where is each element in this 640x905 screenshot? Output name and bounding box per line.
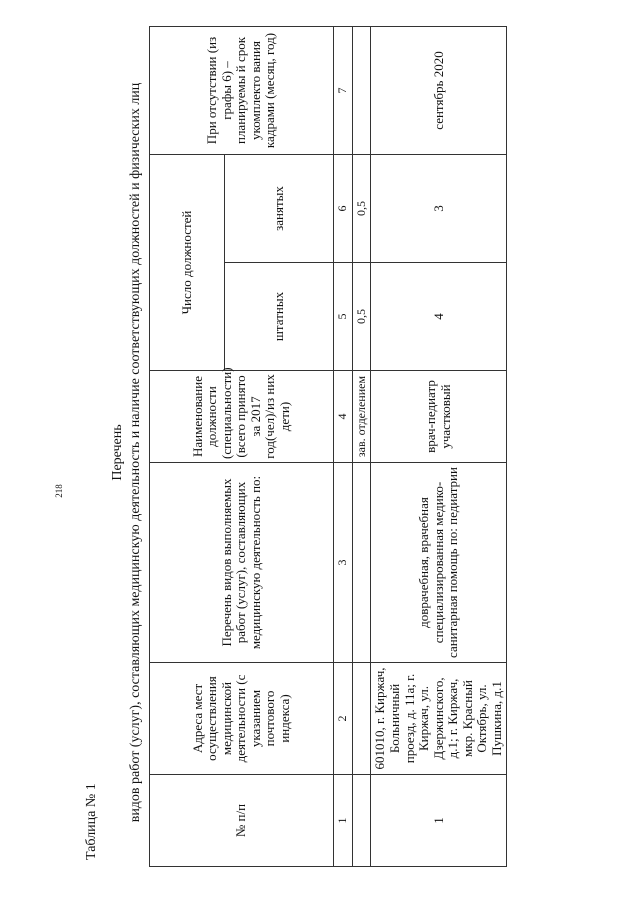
header-position-name: Наименование должности (специальности) (всего принято за 2017 год(чел)/из них дети) (150, 371, 334, 463)
document-title: Перечень (110, 424, 125, 481)
cell-address: 601010, г. Киржач, Больничный проезд, д. 11а; г. Киржач, ул. Дзержинского, д.1; г. Киржач, мкр. Красный Октябрь, ул. Пушкина, д.1 (371, 663, 507, 775)
cell-planned: сентябрь 2020 (371, 26, 507, 154)
page-number: 218 (54, 484, 64, 498)
header-row (150, 26, 225, 866)
header-number: № п/п (150, 775, 334, 867)
table-row (371, 26, 507, 866)
header-services: Перечень видов выполняемых работ (услуг), составляющих медицинскую деятельность по: (150, 463, 334, 663)
header-staff: штатных (225, 263, 334, 371)
cell-services: доврачебная, врачебная специализированная медико-санитарная помощь по: педиатрии (371, 463, 507, 663)
column-number-row (334, 26, 353, 866)
cell-number: 1 (371, 775, 507, 867)
cell-number (353, 775, 371, 867)
header-addresses: Адреса мест осуществления медицинской деятельности (с указанием почтового индекса) (150, 663, 334, 775)
column-number: 4 (334, 371, 353, 463)
header-planned-date: При отсутствии (из графы 6) – планируемы й срок укомплекто вания кадрами (месяц, год) (150, 26, 334, 154)
cell-occupied: 0,5 (353, 154, 371, 262)
cell-position: врач-педиатр участковый (371, 371, 507, 463)
cell-planned (353, 26, 371, 154)
column-number: 6 (334, 154, 353, 262)
cell-staff: 4 (371, 263, 507, 371)
services-table (149, 26, 507, 867)
table-row (353, 26, 371, 866)
column-number: 1 (334, 775, 353, 867)
cell-services (353, 463, 371, 663)
cell-staff: 0,5 (353, 263, 371, 371)
document-subtitle: видов работ (услуг), составляющих медицинскую деятельность и наличие соответствующих должностей и физических лиц (128, 82, 143, 823)
header-positions-count: Число должностей (150, 154, 225, 370)
column-number: 3 (334, 463, 353, 663)
table-label: Таблица № 1 (84, 783, 99, 860)
cell-address (353, 663, 371, 775)
column-number: 5 (334, 263, 353, 371)
header-occupied: занятых (225, 154, 334, 262)
cell-occupied: 3 (371, 154, 507, 262)
cell-position: зав. отделением (353, 371, 371, 463)
column-number: 7 (334, 26, 353, 154)
column-number: 2 (334, 663, 353, 775)
